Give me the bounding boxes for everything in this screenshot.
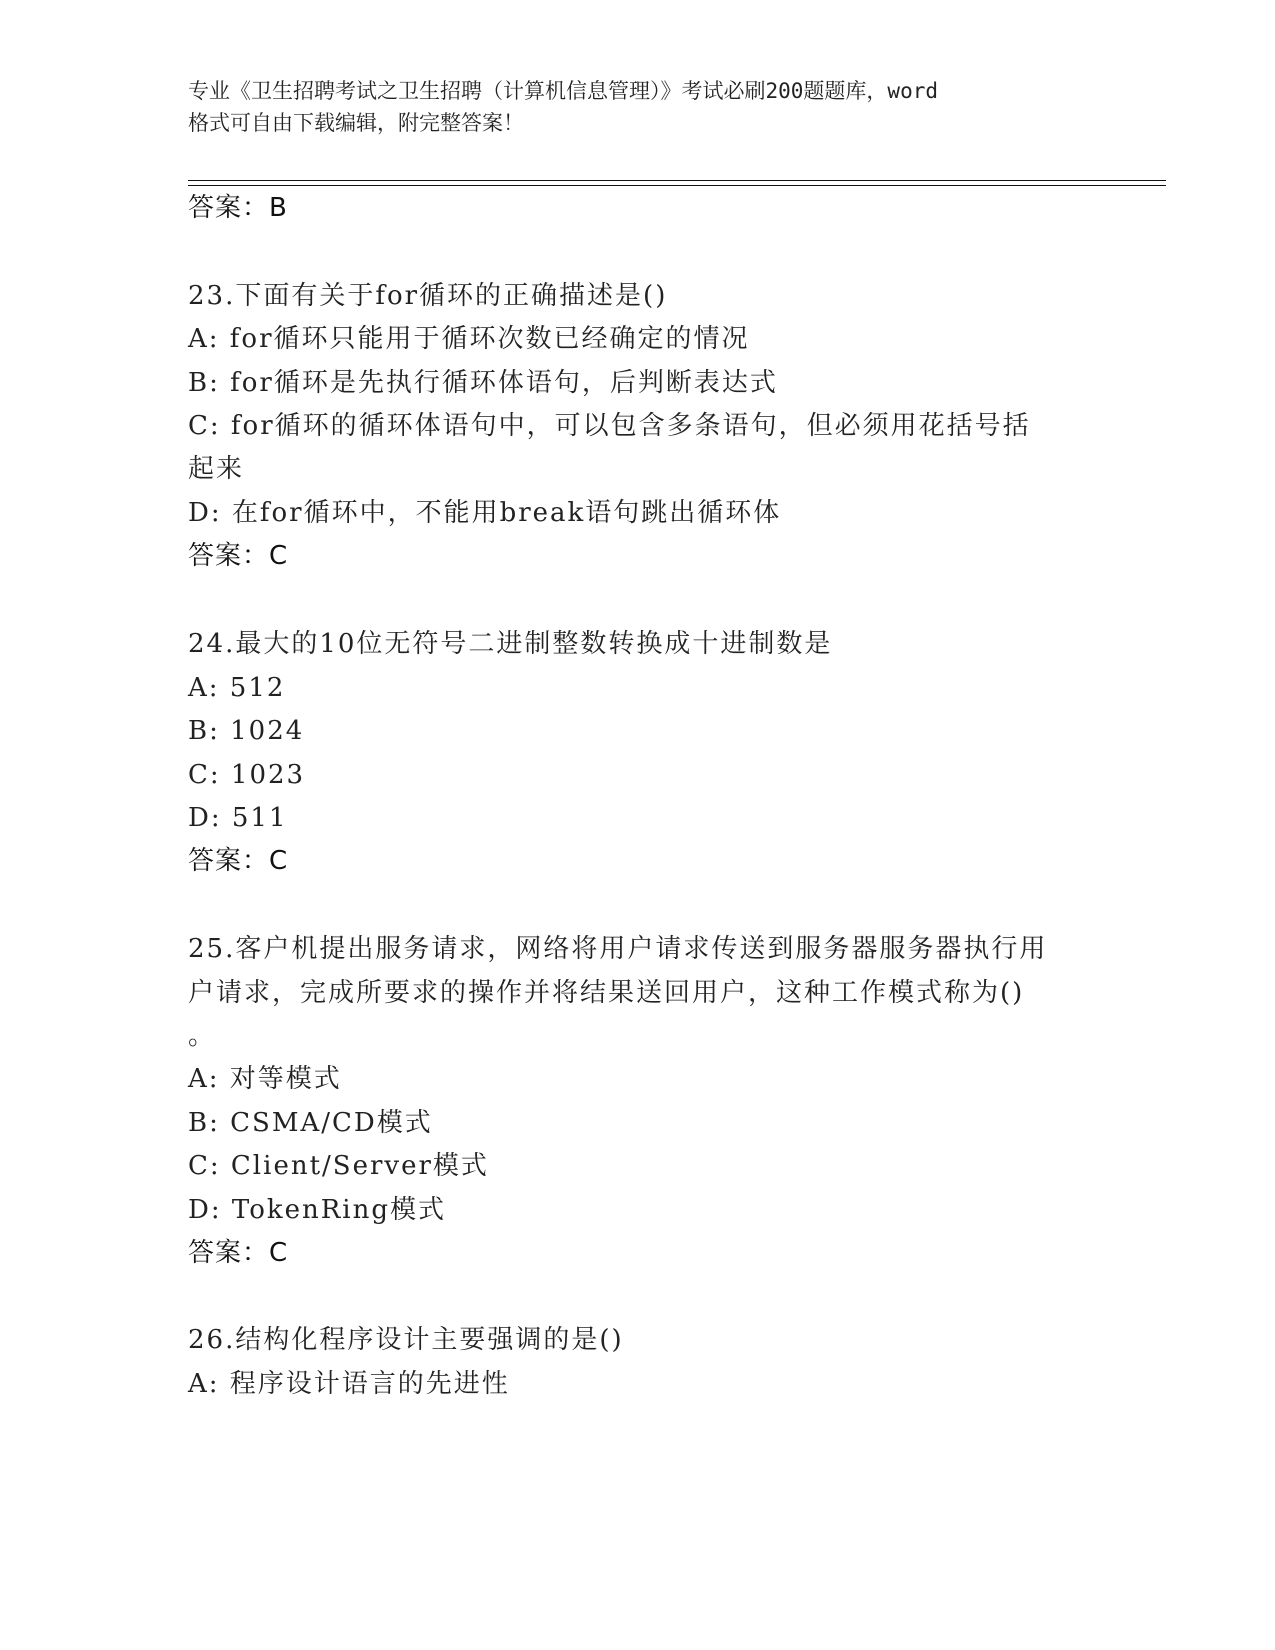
- question-24-option-b: B: 1024: [188, 716, 305, 746]
- question-24-option-a: A: 512: [188, 673, 286, 703]
- question-25-option-a: A: 对等模式: [188, 1064, 342, 1094]
- answer-22: 答案：B: [188, 193, 288, 223]
- question-25-text-line-2: 户请求，完成所要求的操作并将结果送回用户，这种工作模式称为(): [188, 978, 1025, 1008]
- answer-24: 答案：C: [188, 846, 289, 876]
- question-23-option-b: B: for循环是先执行循环体语句，后判断表达式: [188, 368, 778, 398]
- question-25-option-d: D: TokenRing模式: [188, 1195, 447, 1225]
- question-25-text-line-1: 25.客户机提出服务请求，网络将用户请求传送到服务器服务器执行用: [188, 934, 1048, 964]
- header-title-line-2: 格式可自由下载编辑，附完整答案！: [188, 111, 524, 135]
- question-25-text-line-3: 。: [188, 1021, 217, 1051]
- page-header: [188, 75, 1108, 139]
- question-25-option-b: B: CSMA/CD模式: [188, 1108, 433, 1138]
- question-23-option-c-line-1: C: for循环的循环体语句中，可以包含多条语句，但必须用花括号括: [188, 411, 1031, 441]
- answer-23: 答案：C: [188, 541, 289, 571]
- header-divider-top: [188, 180, 1166, 181]
- question-26-text: 26.结构化程序设计主要强调的是(): [188, 1325, 624, 1355]
- question-24-option-c: C: 1023: [188, 760, 306, 790]
- header-title-line-1: 专业《卫生招聘考试之卫生招聘（计算机信息管理）》考试必刷200题题库，word: [188, 79, 938, 103]
- question-23-text: 23.下面有关于for循环的正确描述是(): [188, 281, 668, 311]
- question-23-option-a: A: for循环只能用于循环次数已经确定的情况: [188, 324, 750, 354]
- question-24-option-d: D: 511: [188, 803, 288, 833]
- question-25-option-c: C: Client/Server模式: [188, 1151, 489, 1181]
- question-23-option-c-line-2: 起来: [188, 454, 245, 484]
- question-26-option-a: A: 程序设计语言的先进性: [188, 1369, 510, 1399]
- answer-25: 答案：C: [188, 1238, 289, 1268]
- question-23-option-d: D: 在for循环中，不能用break语句跳出循环体: [188, 498, 782, 528]
- header-divider-bottom: [188, 185, 1166, 186]
- question-24-text: 24.最大的10位无符号二进制整数转换成十进制数是: [188, 629, 833, 659]
